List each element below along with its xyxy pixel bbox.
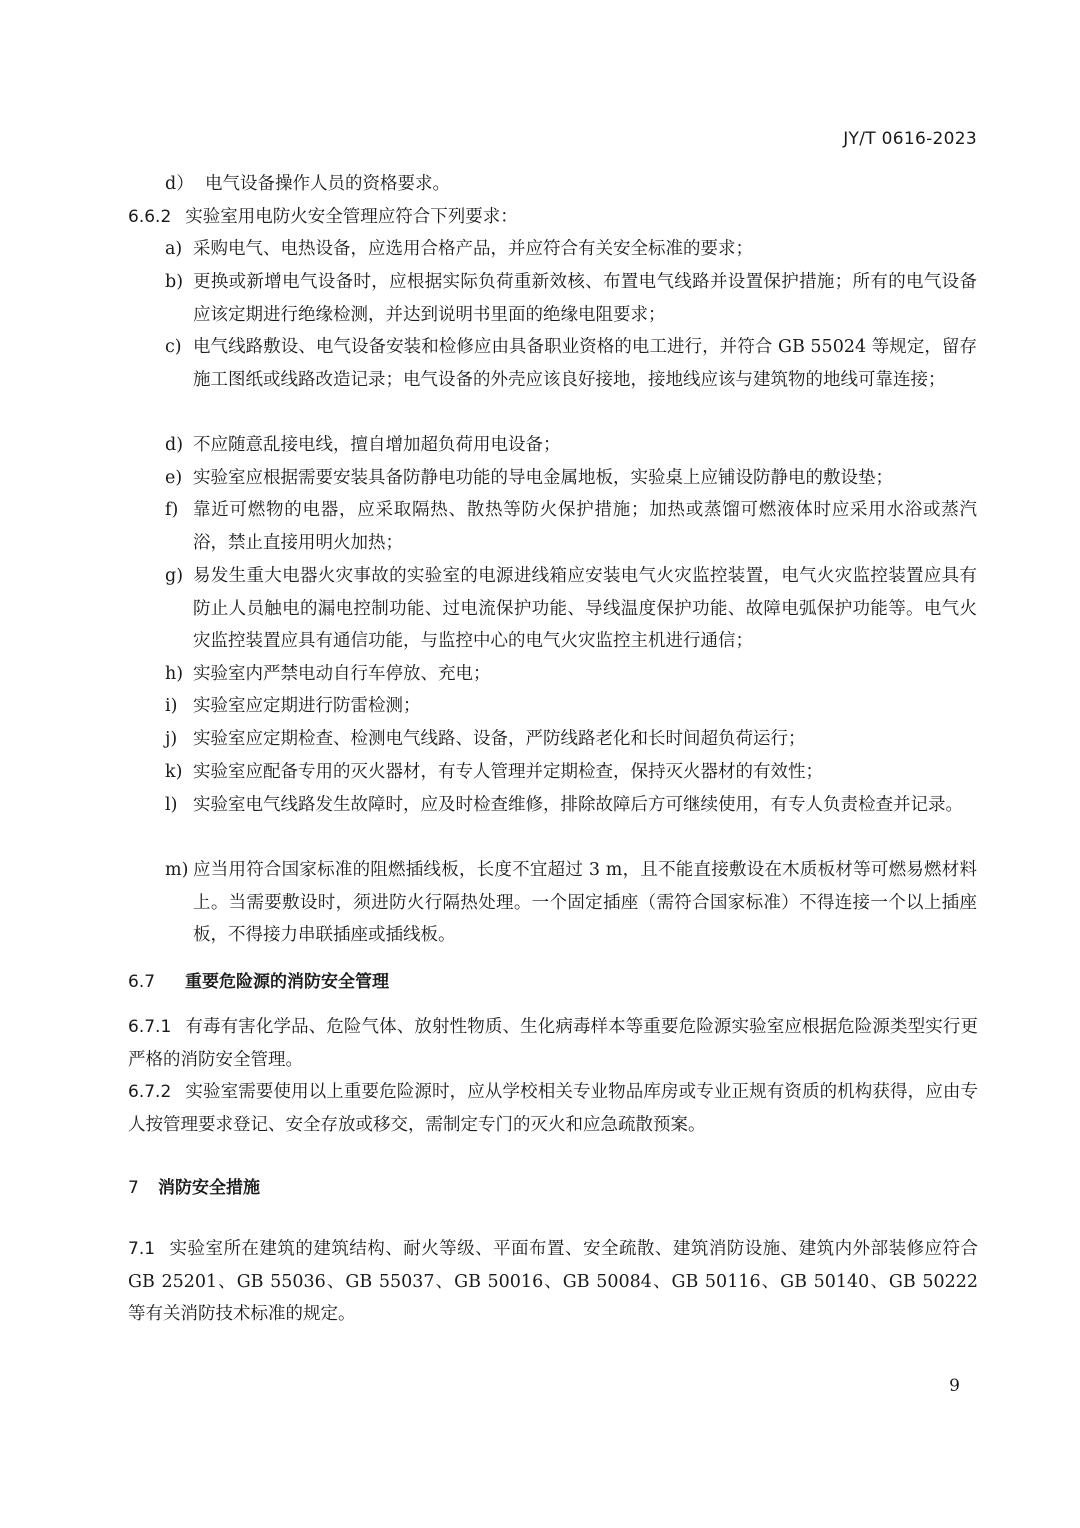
list-marker: h)	[165, 664, 184, 684]
list-text: 实验室应配备专用的灭火器材，有专人管理并定期检查，保持灭火器材的有效性；	[193, 762, 823, 782]
clause-text: 实验室需要使用以上重要危险源时，应从学校相关专业物品库房或专业正规有资质的机构获得，应由专人按管理要求登记、安全存放或移交，需制定专门的灭火和应急疏散预案。	[128, 1082, 978, 1135]
list-text: 易发生重大电器火灾事故的实验室的电源进线箱应安装电气火灾监控装置，电气火灾监控装置应具有防止人员触电的漏电控制功能、过电流保护功能、导线温度保护功能、故障电弧保护功能等。电气火灾监控装置应具有通信功能，与监控中心的电气火灾监控主机进行通信；	[193, 566, 977, 651]
list-marker: d)	[165, 435, 184, 455]
list-marker: e)	[165, 468, 183, 488]
section-title: 重要危险源的消防安全管理	[185, 972, 389, 992]
list-marker: a)	[165, 239, 183, 259]
list-item	[165, 723, 977, 756]
section-heading-6-7	[128, 966, 389, 998]
list-text: 实验室应定期检查、检测电气线路、设备，严防线路老化和长时间超负荷运行；	[193, 729, 806, 749]
clause-text: 实验室用电防火安全管理应符合下列要求：	[185, 207, 518, 227]
list-marker: f)	[165, 500, 179, 520]
list-marker: k)	[165, 762, 183, 782]
section-number: 6.7	[128, 972, 156, 992]
clause-text: 有毒有害化学品、危险气体、放射性物质、生化病毒样本等重要危险源实验室应根据危险源类型实行更严格的消防安全管理。	[128, 1017, 978, 1070]
list-marker: c)	[165, 337, 182, 357]
list-item	[165, 233, 977, 266]
page-number: 9	[949, 1376, 960, 1396]
list-marker: m)	[165, 860, 189, 880]
clause-6-7-2	[128, 1076, 978, 1141]
list-item	[165, 331, 977, 396]
list-marker: l)	[165, 795, 178, 815]
list-text: 采购电气、电热设备，应选用合格产品，并应符合有关安全标准的要求；	[193, 239, 753, 259]
clause-number: 6.6.2	[128, 207, 172, 227]
list-item	[165, 658, 977, 691]
list-item	[165, 854, 977, 952]
clause-number: 7.1	[128, 1239, 156, 1259]
standard-code: JY/T 0616-2023	[843, 129, 977, 149]
list-item	[165, 756, 977, 789]
clause-text: 实验室所在建筑的建筑结构、耐火等级、平面布置、安全疏散、建筑消防设施、建筑内外部装修应符合 GB 25201、GB 55036、GB 55037、GB 50016、GB 50084、GB 50116、GB 50140、GB 50222 等有关消防技术标准的规定。	[128, 1239, 978, 1324]
list-item	[165, 494, 977, 559]
section-heading-7	[128, 1172, 260, 1204]
list-text: 实验室应根据需要安装具备防静电功能的导电金属地板，实验桌上应铺设防静电的敷设垫；	[193, 468, 893, 488]
list-text: 电气设备操作人员的资格要求。	[205, 174, 450, 194]
list-item	[165, 429, 977, 462]
list-item	[165, 266, 977, 331]
list-item	[165, 690, 977, 723]
list-item	[165, 462, 977, 495]
clause-number: 6.7.1	[128, 1017, 172, 1037]
list-marker: j)	[165, 729, 178, 749]
section-number: 7	[128, 1178, 139, 1198]
list-text: 更换或新增电气设备时，应根据实际负荷重新效核、布置电气线路并设置保护措施；所有的电气设备应该定期进行绝缘检测，并达到说明书里面的绝缘电阻要求；	[193, 272, 977, 325]
list-item	[165, 789, 977, 822]
list-text: 不应随意乱接电线，擅自增加超负荷用电设备；	[193, 435, 561, 455]
clause-6-7-1	[128, 1011, 978, 1076]
list-item	[165, 560, 977, 658]
list-marker: b)	[165, 272, 184, 292]
list-text: 靠近可燃物的电器，应采取隔热、散热等防火保护措施；加热或蒸馏可燃液体时应采用水浴或蒸汽浴，禁止直接用明火加热；	[193, 500, 977, 553]
clause-number: 6.7.2	[128, 1082, 172, 1102]
list-text: 应当用符合国家标准的阻燃插线板，长度不宜超过 3 m，且不能直接敷设在木质板材等可燃易燃材料上。当需要敷设时，须进防火行隔热处理。一个固定插座（需符合国家标准）不得连接一个以上插座板，不得接力串联插座或插线板。	[193, 860, 977, 945]
list-text: 实验室电气线路发生故障时，应及时检查维修，排除故障后方可继续使用，有专人负责检查并记录。	[193, 795, 963, 815]
list-text: 实验室应定期进行防雷检测；	[193, 696, 421, 716]
list-marker: g)	[165, 566, 184, 586]
section-title: 消防安全措施	[158, 1178, 260, 1198]
list-item	[165, 168, 977, 201]
clause-6-6-2	[128, 201, 978, 234]
clause-7-1	[128, 1233, 978, 1331]
list-marker: i)	[165, 696, 178, 716]
list-text: 电气线路敷设、电气设备安装和检修应由具备职业资格的电工进行，并符合 GB 55024 等规定，留存施工图纸或线路改造记录；电气设备的外壳应该良好接地，接地线应该与建筑物的地线可靠连接；	[193, 337, 977, 390]
list-text: 实验室内严禁电动自行车停放、充电；	[193, 664, 491, 684]
list-marker: d）	[165, 174, 194, 194]
